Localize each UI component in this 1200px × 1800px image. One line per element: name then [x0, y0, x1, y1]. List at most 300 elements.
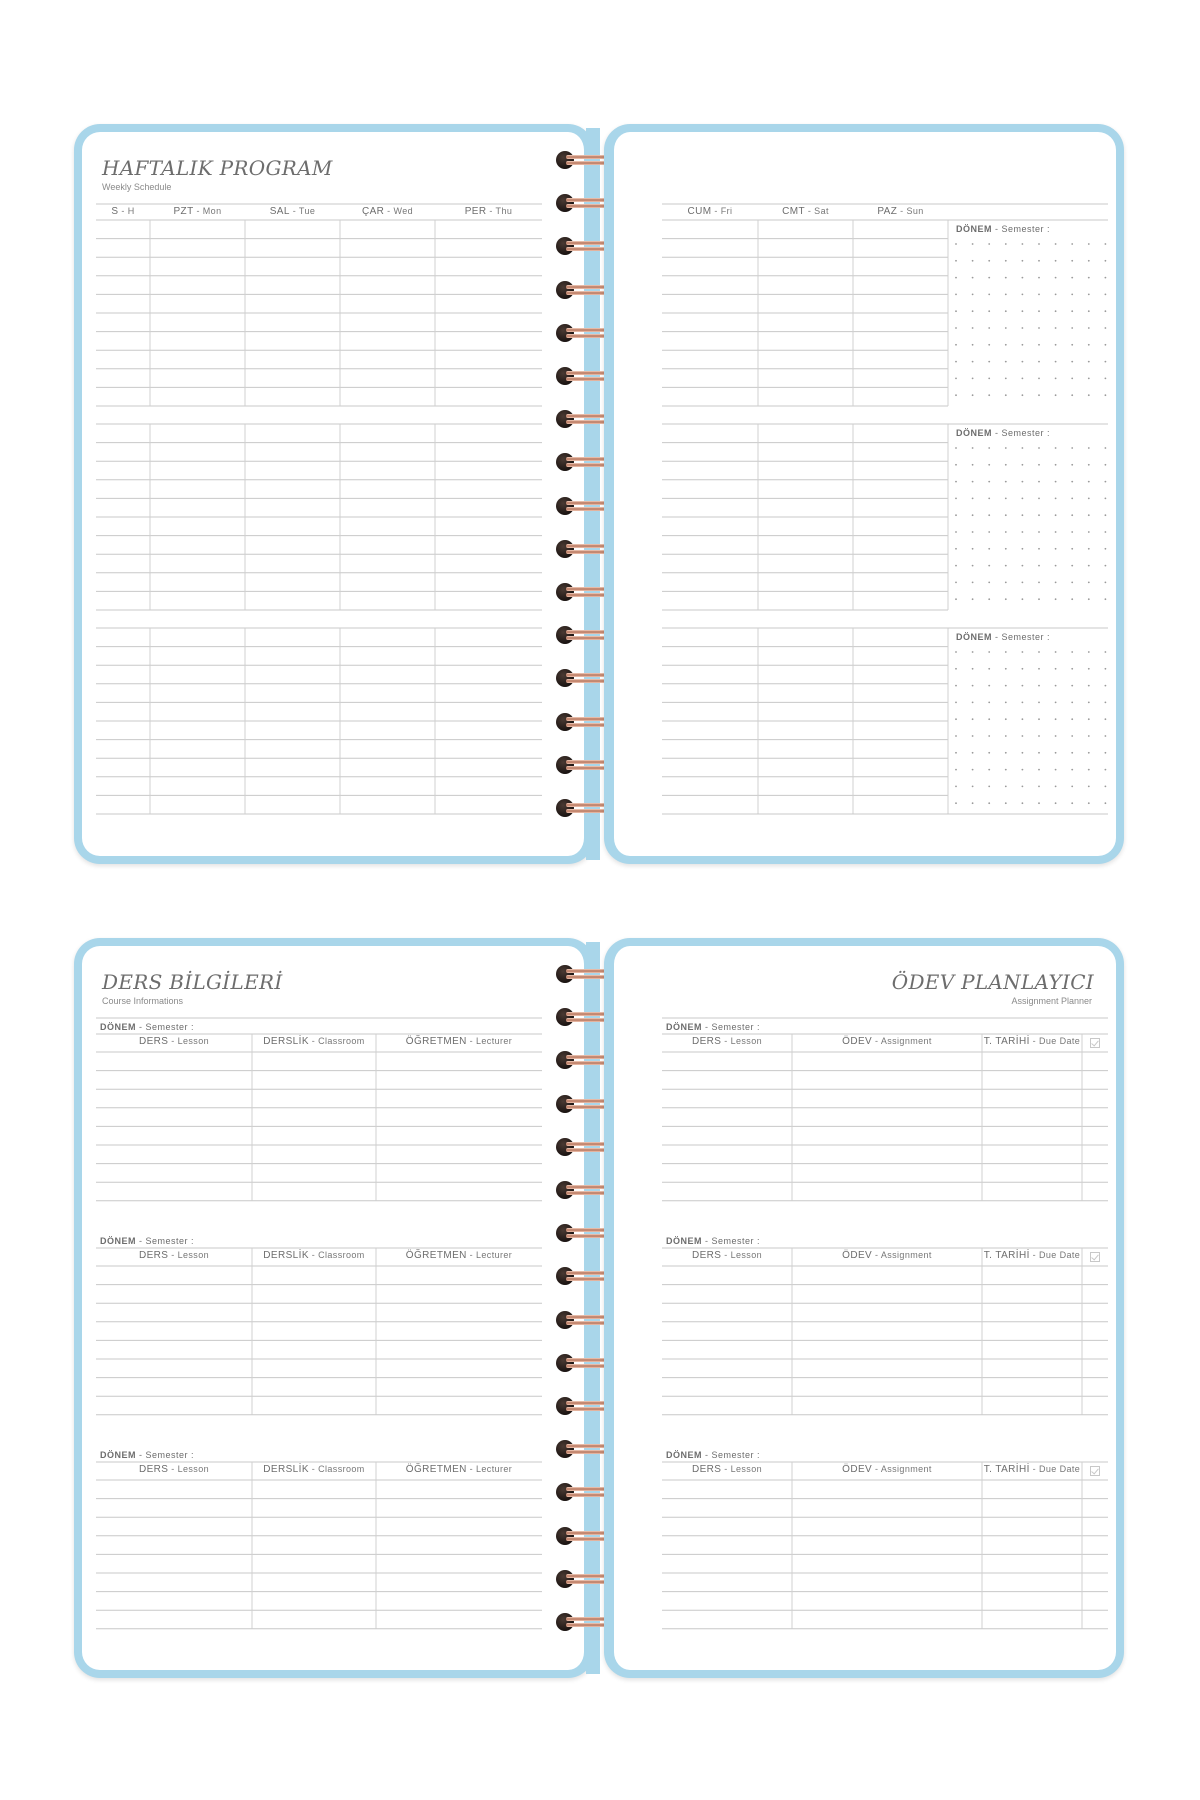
- dot-grid-point: [1038, 685, 1040, 687]
- dot-grid-point: [1105, 277, 1107, 279]
- dot-grid-point: [1038, 769, 1040, 771]
- column-label-en: Tue: [298, 206, 316, 216]
- dot-grid-point: [1005, 565, 1007, 567]
- dot-grid-point: [1038, 735, 1040, 737]
- dot-grid-point: [1038, 327, 1040, 329]
- dot-grid-point: [1071, 718, 1073, 720]
- dot-grid-point: [1005, 735, 1007, 737]
- dot-grid-point: [1105, 327, 1107, 329]
- dot-grid-point: [1105, 565, 1107, 567]
- col-assignment: ÖDEV - Assignment: [842, 1036, 932, 1047]
- dot-grid-point: [1055, 378, 1057, 380]
- dot-grid-point: [1005, 498, 1007, 500]
- dot-grid-point: [1105, 498, 1107, 500]
- dot-grid-point: [1055, 294, 1057, 296]
- dot-grid-point: [1105, 310, 1107, 312]
- column-label-en: Classroom: [318, 1036, 365, 1046]
- dot-grid-point: [955, 598, 957, 600]
- column-label-en: Due Date: [1038, 1464, 1081, 1474]
- dot-grid-point: [988, 464, 990, 466]
- column-label-en: Classroom: [318, 1464, 365, 1474]
- dot-grid-point: [1088, 260, 1090, 262]
- col-due-date: T. TARİHİ - Due Date: [983, 1036, 1081, 1047]
- dot-grid-point: [1005, 702, 1007, 704]
- column-label-tr: T. TARİHİ: [983, 1250, 1030, 1261]
- dot-grid-point: [1055, 548, 1057, 550]
- dot-grid-point: [1022, 481, 1024, 483]
- dot-grid-point: [1088, 327, 1090, 329]
- dot-grid-point: [1038, 310, 1040, 312]
- dot-grid-point: [955, 294, 957, 296]
- dot-grid-point: [972, 498, 974, 500]
- dot-grid-point: [1105, 514, 1107, 516]
- dot-grid-point: [988, 294, 990, 296]
- assignment-table-lines: [614, 946, 1118, 1670]
- dot-grid-point: [972, 514, 974, 516]
- dot-grid-point: [955, 327, 957, 329]
- dot-grid-point: [972, 769, 974, 771]
- col-lesson: DERS - Lesson: [138, 1464, 209, 1475]
- dot-grid-point: [955, 310, 957, 312]
- dot-grid-point: [955, 802, 957, 804]
- dot-grid-point: [955, 481, 957, 483]
- dot-grid-point: [1005, 243, 1007, 245]
- dot-grid-point: [955, 786, 957, 788]
- dot-grid-point: [1105, 702, 1107, 704]
- dot-grid-point: [972, 548, 974, 550]
- dot-grid-point: [1005, 394, 1007, 396]
- dot-grid-point: [1038, 565, 1040, 567]
- dot-grid-point: [988, 260, 990, 262]
- dot-grid-point: [1071, 481, 1073, 483]
- dot-grid-point: [1088, 685, 1090, 687]
- dot-grid-point: [1105, 260, 1107, 262]
- page-title: DERS BİLGİLERİ: [102, 970, 283, 994]
- dot-grid-point: [1071, 582, 1073, 584]
- dot-grid-point: [1022, 277, 1024, 279]
- dot-grid-point: [972, 802, 974, 804]
- dot-grid-point: [988, 243, 990, 245]
- dot-grid-point: [972, 786, 974, 788]
- dot-grid-point: [972, 344, 974, 346]
- dot-grid-point: [1005, 598, 1007, 600]
- col-thu: PER - Thu: [464, 206, 513, 217]
- column-label-tr: DERSLİK: [263, 1464, 309, 1475]
- dot-grid-point: [1105, 718, 1107, 720]
- dot-grid-point: [1038, 498, 1040, 500]
- dot-grid-point: [1005, 531, 1007, 533]
- dot-grid-point: [1005, 548, 1007, 550]
- semester-label: DÖNEM - Semester :: [666, 1236, 761, 1246]
- dot-grid-point: [1105, 464, 1107, 466]
- page-assignment-planner: [604, 938, 1124, 1678]
- dot-grid-point: [988, 769, 990, 771]
- column-label-tr: T. TARİHİ: [983, 1036, 1030, 1047]
- dot-grid-point: [988, 668, 990, 670]
- dot-grid-point: [1038, 752, 1040, 754]
- dot-grid-point: [1088, 294, 1090, 296]
- dot-grid-point: [1088, 752, 1090, 754]
- dot-grid-point: [988, 514, 990, 516]
- dot-grid-point: [1022, 310, 1024, 312]
- col-due-date: T. TARİHİ - Due Date: [983, 1464, 1081, 1475]
- dot-grid-point: [1022, 514, 1024, 516]
- dot-grid-point: [1005, 464, 1007, 466]
- dot-grid-point: [972, 378, 974, 380]
- column-label-tr: SAL: [269, 206, 290, 217]
- dot-grid-point: [1005, 668, 1007, 670]
- column-label-tr: CMT: [782, 206, 805, 217]
- dot-grid-point: [1005, 378, 1007, 380]
- column-label-tr: ÖĞRETMEN: [405, 1036, 467, 1047]
- dot-grid-point: [1088, 243, 1090, 245]
- dot-grid-point: [1071, 598, 1073, 600]
- column-label-en: Lecturer: [475, 1464, 513, 1474]
- dot-grid-point: [1022, 344, 1024, 346]
- done-check-icon: [1090, 1466, 1100, 1476]
- col-lecturer: ÖĞRETMEN - Lecturer: [405, 1036, 513, 1047]
- dot-grid-point: [1105, 685, 1107, 687]
- dot-grid-point: [1088, 735, 1090, 737]
- dot-grid-point: [1055, 752, 1057, 754]
- col-wed: ÇAR - Wed: [361, 206, 414, 217]
- dot-grid-point: [988, 447, 990, 449]
- column-label-en: Lesson: [730, 1036, 762, 1046]
- dot-grid-point: [1005, 361, 1007, 363]
- dot-grid-point: [1088, 598, 1090, 600]
- dot-grid-point: [972, 294, 974, 296]
- dot-grid-point: [1071, 243, 1073, 245]
- semester-label: DÖNEM - Semester :: [956, 428, 1051, 438]
- dot-grid-point: [1071, 260, 1073, 262]
- dot-grid-point: [1005, 327, 1007, 329]
- column-label-tr: S: [111, 206, 119, 217]
- dot-grid-point: [1038, 786, 1040, 788]
- dot-grid-point: [972, 531, 974, 533]
- dot-grid-point: [1038, 548, 1040, 550]
- dot-grid-point: [1071, 361, 1073, 363]
- dot-grid-point: [1022, 378, 1024, 380]
- dot-grid-point: [1055, 685, 1057, 687]
- dot-grid-point: [1005, 514, 1007, 516]
- dot-grid-point: [972, 702, 974, 704]
- column-label-en: Lesson: [177, 1036, 209, 1046]
- dot-grid-point: [1088, 481, 1090, 483]
- dot-grid-point: [955, 277, 957, 279]
- page-subtitle: Weekly Schedule: [102, 182, 172, 192]
- dot-grid-point: [1038, 718, 1040, 720]
- dot-grid-point: [1071, 769, 1073, 771]
- dot-grid-point: [988, 735, 990, 737]
- dot-grid-point: [988, 310, 990, 312]
- dot-grid-point: [1105, 802, 1107, 804]
- dot-grid-point: [955, 361, 957, 363]
- column-label-tr: PAZ: [877, 206, 898, 217]
- dot-grid-point: [955, 651, 957, 653]
- dot-grid-point: [1055, 598, 1057, 600]
- dot-grid-point: [972, 718, 974, 720]
- dot-grid-point: [1105, 394, 1107, 396]
- dot-grid-point: [1071, 752, 1073, 754]
- dot-grid-point: [972, 447, 974, 449]
- column-label-tr: DERSLİK: [263, 1250, 309, 1261]
- dot-grid-point: [1038, 361, 1040, 363]
- dot-grid-point: [1088, 582, 1090, 584]
- col-lesson: DERS - Lesson: [138, 1250, 209, 1261]
- dot-grid-point: [1022, 260, 1024, 262]
- spread-weekly-schedule: [0, 124, 1200, 864]
- col-lecturer: ÖĞRETMEN - Lecturer: [405, 1464, 513, 1475]
- column-label-tr: DERSLİK: [263, 1036, 309, 1047]
- dot-grid-point: [988, 651, 990, 653]
- column-label-tr: ÇAR: [361, 206, 385, 217]
- dot-grid-point: [1055, 498, 1057, 500]
- dot-grid-point: [1055, 310, 1057, 312]
- dot-grid-point: [1071, 394, 1073, 396]
- semester-label: DÖNEM - Semester :: [100, 1450, 195, 1460]
- dot-grid-point: [1071, 735, 1073, 737]
- dot-grid-point: [972, 598, 974, 600]
- col-tue: SAL - Tue: [269, 206, 316, 217]
- col-classroom: DERSLİK - Classroom: [263, 1464, 365, 1475]
- dot-grid-point: [1071, 447, 1073, 449]
- semester-label: DÖNEM - Semester :: [666, 1022, 761, 1032]
- dot-grid-point: [1022, 802, 1024, 804]
- col-classroom: DERSLİK - Classroom: [263, 1036, 365, 1047]
- dot-grid-point: [1088, 378, 1090, 380]
- dot-grid-point: [1038, 531, 1040, 533]
- dot-grid-point: [1105, 243, 1107, 245]
- column-label-en: Sat: [814, 206, 829, 216]
- dot-grid-point: [1088, 769, 1090, 771]
- dot-grid-point: [955, 514, 957, 516]
- dot-grid-point: [988, 718, 990, 720]
- page-weekly-schedule-left: [74, 124, 594, 864]
- dot-grid-point: [1105, 531, 1107, 533]
- column-label-en: Mon: [202, 206, 222, 216]
- dot-grid-point: [1088, 310, 1090, 312]
- dot-grid-point: [955, 718, 957, 720]
- col-lesson: DERS - Lesson: [138, 1036, 209, 1047]
- dot-grid-point: [1038, 481, 1040, 483]
- dot-grid-point: [1005, 786, 1007, 788]
- dot-grid-point: [1071, 464, 1073, 466]
- dot-grid-point: [1088, 344, 1090, 346]
- dot-grid-point: [1088, 531, 1090, 533]
- dot-grid-point: [1071, 498, 1073, 500]
- column-label-en: Lesson: [177, 1464, 209, 1474]
- dot-grid-point: [988, 702, 990, 704]
- dot-grid-point: [1071, 802, 1073, 804]
- col-mon: PZT - Mon: [173, 206, 222, 217]
- dot-grid-point: [1055, 514, 1057, 516]
- dot-grid-point: [955, 752, 957, 754]
- dot-grid-point: [1022, 327, 1024, 329]
- dot-grid-point: [1105, 668, 1107, 670]
- dot-grid-point: [1038, 702, 1040, 704]
- course-table-lines: [82, 946, 586, 1670]
- col-lesson: DERS - Lesson: [691, 1036, 762, 1047]
- done-check-icon: [1090, 1038, 1100, 1048]
- dot-grid-point: [1055, 668, 1057, 670]
- dot-grid-point: [972, 243, 974, 245]
- dot-grid-point: [1088, 702, 1090, 704]
- dot-grid-point: [1022, 582, 1024, 584]
- dot-grid-point: [1105, 481, 1107, 483]
- dot-grid-point: [955, 565, 957, 567]
- dot-grid-point: [1055, 277, 1057, 279]
- dot-grid-point: [1105, 582, 1107, 584]
- dot-grid-point: [955, 582, 957, 584]
- dot-grid-point: [1088, 651, 1090, 653]
- semester-label: DÖNEM - Semester :: [956, 632, 1051, 642]
- dot-grid-point: [1038, 447, 1040, 449]
- dot-grid-point: [1071, 294, 1073, 296]
- column-label-en: Lesson: [177, 1250, 209, 1260]
- dot-grid-point: [1022, 702, 1024, 704]
- dot-grid-point: [1105, 294, 1107, 296]
- dot-grid-point: [1022, 598, 1024, 600]
- dot-grid-point: [1055, 651, 1057, 653]
- dot-grid-point: [1022, 294, 1024, 296]
- dot-grid-point: [988, 786, 990, 788]
- dot-grid-point: [955, 548, 957, 550]
- semester-label: DÖNEM - Semester :: [956, 224, 1051, 234]
- spread-course-assignment: [0, 938, 1200, 1678]
- column-label-en: Due Date: [1038, 1036, 1081, 1046]
- dot-grid-point: [1055, 464, 1057, 466]
- dot-grid-point: [1055, 447, 1057, 449]
- dot-grid-point: [988, 327, 990, 329]
- column-label-en: H: [127, 206, 135, 216]
- dot-grid-point: [988, 361, 990, 363]
- column-label-en: Due Date: [1038, 1250, 1081, 1260]
- dot-grid-point: [1038, 243, 1040, 245]
- dot-grid-point: [1105, 769, 1107, 771]
- dot-grid-point: [1071, 685, 1073, 687]
- dot-grid-point: [1022, 786, 1024, 788]
- semester-label: DÖNEM - Semester :: [100, 1236, 195, 1246]
- dot-grid-point: [1055, 243, 1057, 245]
- dot-grid-point: [1088, 514, 1090, 516]
- dot-grid-point: [972, 565, 974, 567]
- dot-grid-point: [955, 344, 957, 346]
- dot-grid-point: [1005, 685, 1007, 687]
- dot-grid-point: [955, 769, 957, 771]
- dot-grid-point: [972, 464, 974, 466]
- col-lesson: DERS - Lesson: [691, 1250, 762, 1261]
- dot-grid-point: [972, 277, 974, 279]
- dot-grid-point: [1005, 651, 1007, 653]
- column-label-en: Fri: [720, 206, 733, 216]
- dot-grid-point: [955, 702, 957, 704]
- dot-grid-point: [972, 651, 974, 653]
- dot-grid-point: [1088, 277, 1090, 279]
- dot-grid-point: [1055, 718, 1057, 720]
- weekly-grid-right: [614, 132, 1118, 856]
- dot-grid-point: [1005, 310, 1007, 312]
- done-check-icon: [1090, 1252, 1100, 1262]
- dot-grid-point: [988, 582, 990, 584]
- column-label-tr: ÖĞRETMEN: [405, 1464, 467, 1475]
- dot-grid-point: [1005, 277, 1007, 279]
- col-sat: CMT - Sat: [782, 206, 829, 217]
- dot-grid-point: [972, 582, 974, 584]
- dot-grid-point: [988, 378, 990, 380]
- dot-grid-point: [1071, 327, 1073, 329]
- dot-grid-point: [1071, 514, 1073, 516]
- column-label-tr: DERS: [138, 1464, 169, 1475]
- dot-grid-point: [1055, 735, 1057, 737]
- dot-grid-point: [972, 481, 974, 483]
- dot-grid-point: [1055, 531, 1057, 533]
- column-label-tr: CUM: [687, 206, 712, 217]
- dot-grid-point: [1055, 582, 1057, 584]
- column-label-en: Lecturer: [475, 1250, 513, 1260]
- column-label-en: Sun: [906, 206, 924, 216]
- dot-grid-point: [1105, 752, 1107, 754]
- column-label-tr: DERS: [691, 1250, 722, 1261]
- column-label-en: Assignment: [880, 1036, 932, 1046]
- dot-grid-point: [1105, 548, 1107, 550]
- dot-grid-point: [955, 260, 957, 262]
- dot-grid-point: [1022, 243, 1024, 245]
- dot-grid-point: [1038, 802, 1040, 804]
- dot-grid-point: [1038, 344, 1040, 346]
- dot-grid-point: [1038, 582, 1040, 584]
- column-label-tr: ÖDEV: [842, 1250, 873, 1261]
- dot-grid-point: [1088, 464, 1090, 466]
- dot-grid-point: [1005, 260, 1007, 262]
- dot-grid-point: [1055, 802, 1057, 804]
- dot-grid-point: [1105, 447, 1107, 449]
- dot-grid-point: [1055, 565, 1057, 567]
- col-due-date: T. TARİHİ - Due Date: [983, 1250, 1081, 1261]
- dot-grid-point: [1105, 735, 1107, 737]
- dot-grid-point: [1005, 752, 1007, 754]
- dot-grid-point: [1022, 718, 1024, 720]
- dot-grid-point: [988, 277, 990, 279]
- weekly-grid-left: [82, 132, 586, 856]
- dot-grid-point: [1088, 361, 1090, 363]
- dot-grid-point: [988, 598, 990, 600]
- col-assignment: ÖDEV - Assignment: [842, 1250, 932, 1261]
- dot-grid-point: [972, 361, 974, 363]
- dot-grid-point: [1038, 598, 1040, 600]
- dot-grid-point: [1038, 294, 1040, 296]
- page-subtitle: Assignment Planner: [1011, 996, 1092, 1006]
- dot-grid-point: [972, 735, 974, 737]
- dot-grid-point: [988, 394, 990, 396]
- column-label-tr: ÖĞRETMEN: [405, 1250, 467, 1261]
- dot-grid-point: [1005, 481, 1007, 483]
- dot-grid-point: [1022, 548, 1024, 550]
- dot-grid-point: [972, 752, 974, 754]
- dot-grid-point: [1005, 718, 1007, 720]
- column-label-en: Lesson: [730, 1250, 762, 1260]
- dot-grid-point: [988, 802, 990, 804]
- dot-grid-point: [972, 260, 974, 262]
- col-lecturer: ÖĞRETMEN - Lecturer: [405, 1250, 513, 1261]
- dot-grid-point: [988, 531, 990, 533]
- dot-grid-point: [1088, 498, 1090, 500]
- column-label-tr: ÖDEV: [842, 1464, 873, 1475]
- dot-grid-point: [1038, 260, 1040, 262]
- dot-grid-point: [1105, 344, 1107, 346]
- dot-grid-point: [972, 327, 974, 329]
- dot-grid-point: [1055, 394, 1057, 396]
- dot-grid-point: [1005, 447, 1007, 449]
